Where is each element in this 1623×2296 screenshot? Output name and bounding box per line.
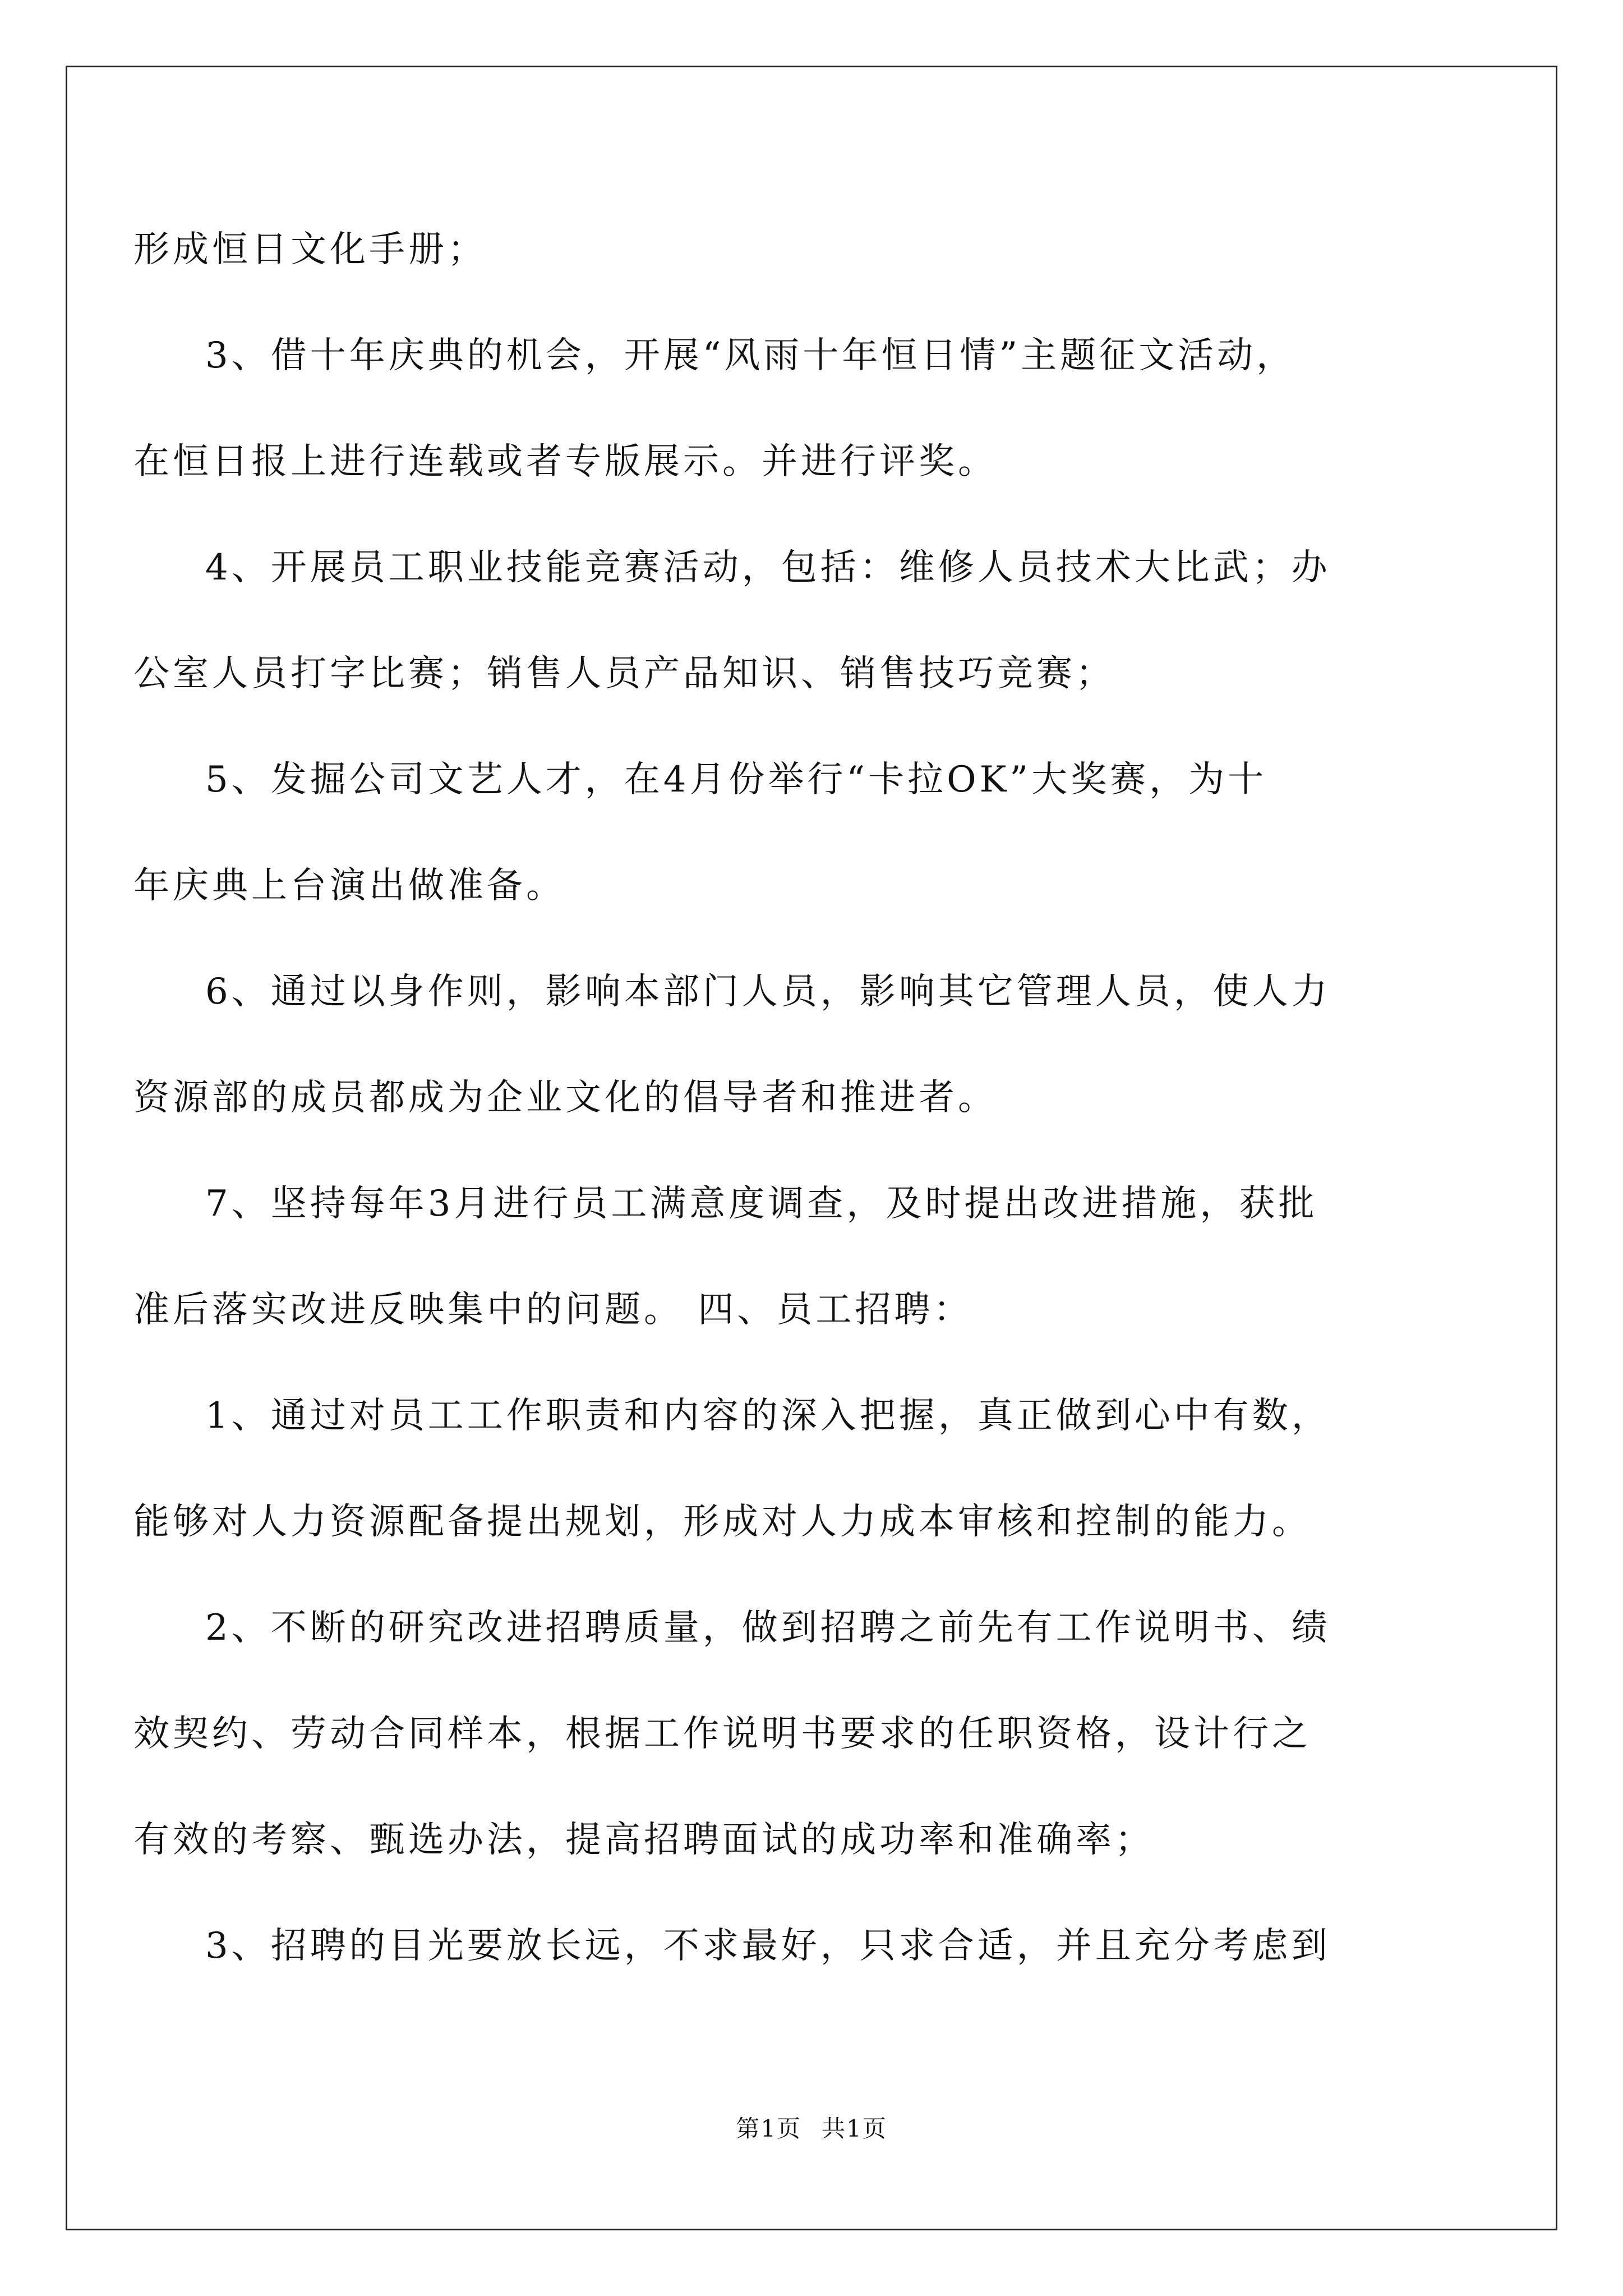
text-line: 在恒日报上进行连载或者专版展示。并进行评奖。 (133, 441, 997, 482)
page-number: 第1页 (736, 2115, 801, 2142)
text-line: 4、开展员工职业技能竞赛活动，包括：维修人员技术大比武；办 (205, 547, 1331, 588)
text-line: 准后落实改进反映集中的问题。 四、员工招聘： (133, 1289, 973, 1331)
text-line: 5、发掘公司文艺人才，在4月份举行“卡拉OK”大奖赛，为十 (205, 759, 1267, 800)
text-line: 能够对人力资源配备提出规划，形成对人力成本审核和控制的能力。 (133, 1501, 1311, 1543)
text-line: 6、通过以身作则，影响本部门人员，影响其它管理人员，使人力 (205, 971, 1331, 1013)
text-line: 资源部的成员都成为企业文化的倡导者和推进者。 (133, 1077, 997, 1119)
text-line: 公室人员打字比赛；销售人员产品知识、销售技巧竞赛； (133, 653, 1115, 694)
text-line: 形成恒日文化手册； (133, 229, 487, 270)
page-frame (66, 66, 1557, 2230)
text-line: 效契约、劳动合同样本，根据工作说明书要求的任职资格，设计行之 (133, 1713, 1311, 1755)
text-line: 2、不断的研究改进招聘质量，做到招聘之前先有工作说明书、绩 (205, 1607, 1331, 1649)
page-total: 共1页 (822, 2115, 887, 2142)
text-line: 年庆典上台演出做准备。 (133, 865, 565, 907)
text-line: 有效的考察、甄选办法，提高招聘面试的成功率和准确率； (133, 1819, 1154, 1861)
text-line: 1、通过对员工工作职责和内容的深入把握，真正做到心中有数， (205, 1395, 1331, 1437)
text-line: 3、借十年庆典的机会，开展“风雨十年恒日情”主题征文活动， (205, 335, 1296, 376)
text-line: 7、坚持每年3月进行员工满意度调查，及时提出改进措施，获批 (205, 1183, 1318, 1225)
page-footer (0, 2115, 1623, 2143)
text-line: 3、招聘的目光要放长远，不求最好，只求合适，并且充分考虑到 (205, 1925, 1331, 1967)
